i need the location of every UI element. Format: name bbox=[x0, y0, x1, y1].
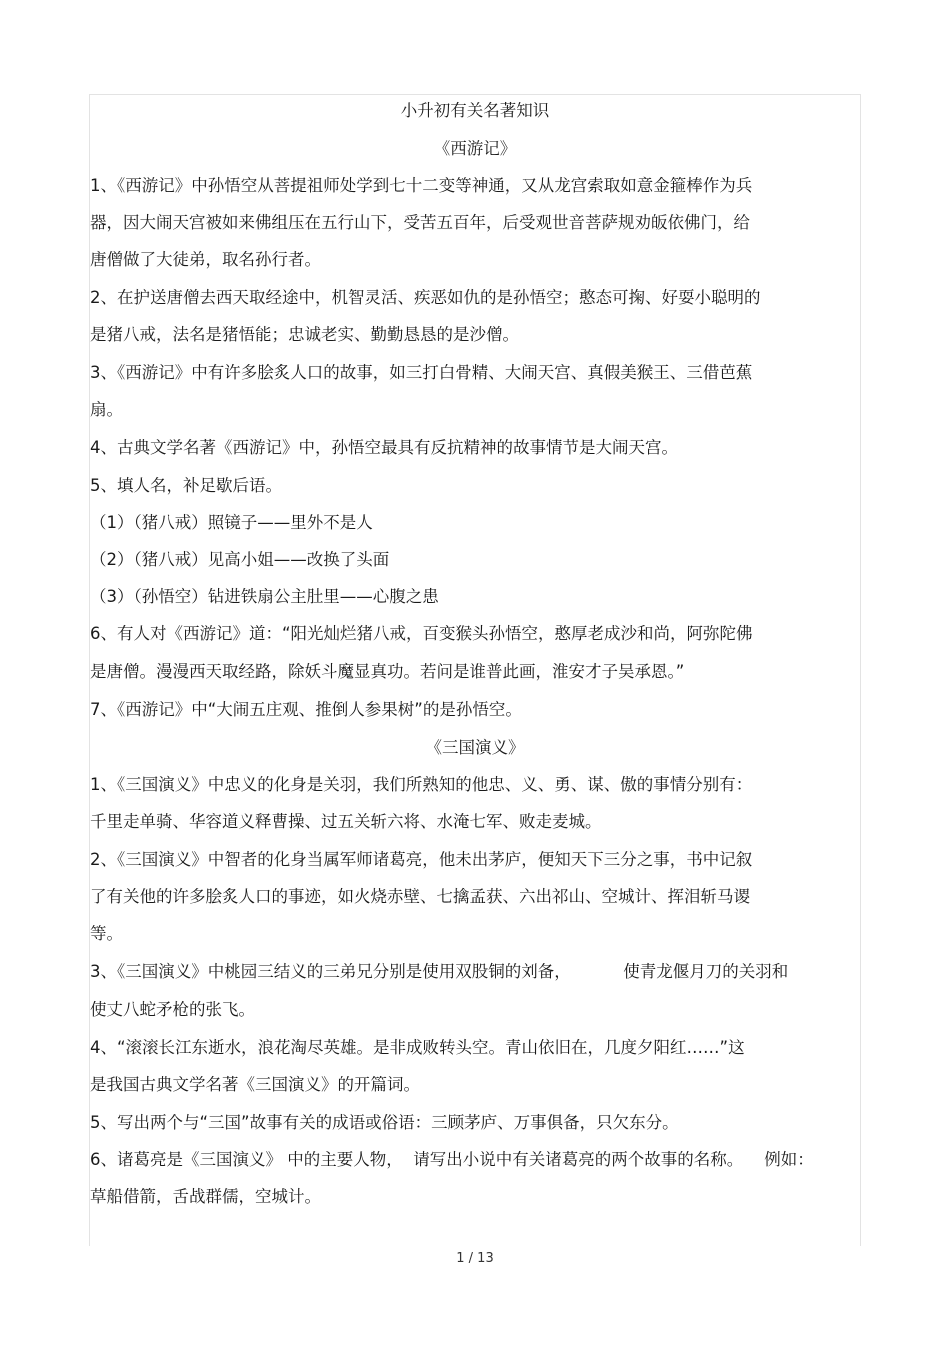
text-line: 2、在护送唐僧去西天取经途中，机智灵活、疾恶如仇的是孙悟空；憨态可掬、好耍小聪明的 bbox=[90, 288, 761, 307]
text-line: 2、《三国演义》中智者的化身当属军师诸葛亮，他未出茅庐，便知天下三分之事，书中记叙 bbox=[90, 850, 753, 869]
page-indicator: 1 / 13 bbox=[456, 1251, 494, 1266]
text-line: （1）（猪八戒）照镜子——里外不是人 bbox=[90, 513, 373, 532]
text-line: 草船借箭，舌战群儒，空城计。 bbox=[90, 1187, 321, 1206]
document-title: 小升初有关名著知识 bbox=[400, 101, 550, 120]
text-line: 是猪八戒，法名是猪悟能；忠诚老实、勤勤恳恳的是沙僧。 bbox=[90, 325, 519, 344]
text-line: 1、《西游记》中孙悟空从菩提祖师处学到七十二变等神通，又从龙宫索取如意金箍棒作为兵 bbox=[90, 176, 753, 195]
text-line: 扇。 bbox=[90, 400, 123, 419]
text-line: 5、填人名，补足歇后语。 bbox=[90, 476, 282, 495]
text-line: 6、诸葛亮是《三国演义》 中的主要人物， 请写出小说中有关诸葛亮的两个故事的名称。 例如： bbox=[90, 1150, 814, 1169]
text-line: 是唐僧。漫漫西天取经路，除妖斗魔显真功。若问是谁普此画，淮安才子吴承恩。” bbox=[90, 662, 685, 681]
text-line: 3、《西游记》中有许多脍炙人口的故事，如三打白骨精、大闹天宫、真假美猴王、三借芭蕉 bbox=[90, 363, 753, 382]
text-line: 1、《三国演义》中忠义的化身是关羽，我们所熟知的他忠、义、勇、谋、傲的事情分别有： bbox=[90, 775, 753, 794]
text-line: 7、《西游记》中“大闹五庄观、推倒人参果树”的是孙悟空。 bbox=[90, 700, 522, 719]
text-line: （3）（孙悟空）钻进铁扇公主肚里——心腹之患 bbox=[90, 587, 439, 606]
text-line: 千里走单骑、华容道义释曹操、过五关斩六将、水淹七军、败走麦城。 bbox=[90, 812, 602, 831]
text-line: 4、古典文学名著《西游记》中，孙悟空最具有反抗精神的故事情节是大闹天宫。 bbox=[90, 438, 678, 457]
text-line: （2）（猪八戒）见高小姐——改换了头面 bbox=[90, 550, 390, 569]
text-line: 6、有人对《西游记》道：“阳光灿烂猪八戒，百变猴头孙悟空，憨厚老成沙和尚，阿弥陀佛 bbox=[90, 624, 753, 643]
text-line: 5、写出两个与“三国”故事有关的成语或俗语：三顾茅庐、万事俱备，只欠东分。 bbox=[90, 1113, 679, 1132]
text-line: 使丈八蛇矛枪的张飞。 bbox=[90, 1000, 255, 1019]
text-line: 3、《三国演义》中桃园三结义的三弟兄分别是使用双股铜的刘备， 使青龙偃月刀的关羽和 bbox=[90, 962, 789, 981]
text-line: 器，因大闹天宫被如来佛组压在五行山下，受苦五百年，后受观世音菩萨规劝皈依佛门，给 bbox=[90, 213, 750, 232]
section-heading-sanguo: 《三国演义》 bbox=[425, 738, 525, 757]
text-line: 唐僧做了大徒弟，取名孙行者。 bbox=[90, 250, 321, 269]
text-line: 是我国古典文学名著《三国演义》的开篇词。 bbox=[90, 1075, 420, 1094]
text-line: 了有关他的许多脍炙人口的事迹，如火烧赤壁、七擒孟获、六出祁山、空城计、挥泪斩马谡 bbox=[90, 887, 750, 906]
text-line: 4、“滚滚长江东逝水，浪花淘尽英雄。是非成败转头空。青山依旧在，几度夕阳红……”这 bbox=[90, 1038, 745, 1057]
section-heading-xiyouji: 《西游记》 bbox=[433, 139, 517, 158]
text-line: 等。 bbox=[90, 924, 123, 943]
